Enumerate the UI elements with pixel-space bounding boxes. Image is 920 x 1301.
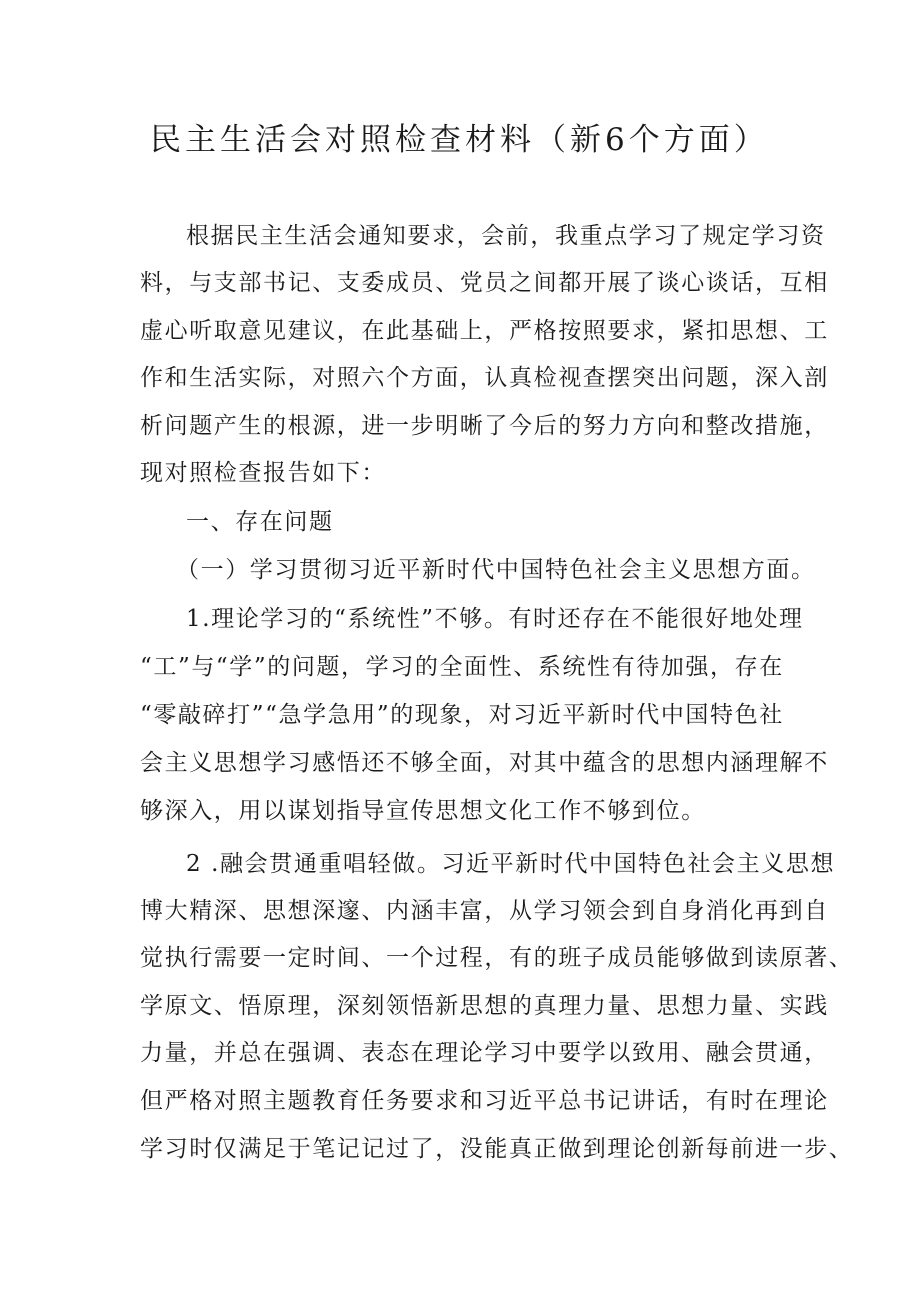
paragraph-line: “零敲碎打”“急学急用”的现象，对习近平新时代中国特色社 [140, 702, 784, 728]
paragraph-line: 料，与支部书记、支委成员、党员之间都开展了谈心谈话，互相 [140, 270, 829, 296]
paragraph-line: 博大精深、思想深邃、内涵丰富，从学习领会到自身消化再到自 [140, 898, 829, 924]
paragraph-line: 根据民主生活会通知要求，会前，我重点学习了规定学习资 [186, 223, 826, 249]
paragraph-line: 1.理论学习的“系统性”不够。有时还存在不能很好地处理 [186, 606, 804, 632]
paragraph-line: 力量，并总在强调、表态在理论学习中要学以致用、融会贯通， [140, 1040, 829, 1066]
document-title: 民主生活会对照检查材料（新6个方面） [150, 122, 769, 158]
section-heading: 一、存在问题 [186, 509, 334, 535]
subsection-heading: （一）学习贯彻习近平新时代中国特色社会主义思想方面。 [176, 557, 816, 583]
paragraph-line: 够深入，用以谋划指导宣传思想文化工作不够到位。 [140, 798, 706, 824]
paragraph-line: 觉执行需要一定时间、一个过程，有的班子成员能够做到读原著、 [140, 945, 854, 971]
paragraph-line: 作和生活实际，对照六个方面，认真检视查摆突出问题，深入剖 [140, 365, 829, 391]
paragraph-line: 2 .融会贯通重唱轻做。习近平新时代中国特色社会主义思想 [186, 851, 836, 877]
paragraph-line: 学习时仅满足于笔记记过了，没能真正做到理论创新每前进一步、 [140, 1136, 854, 1162]
paragraph-line: 学原文、悟原理，深刻领悟新思想的真理力量、思想力量、实践 [140, 993, 829, 1019]
paragraph-line: “工”与“学”的问题，学习的全面性、系统性有待加强，存在 [140, 654, 784, 680]
paragraph-line: 会主义思想学习感悟还不够全面，对其中蕴含的思想内涵理解不 [140, 750, 829, 776]
paragraph-line: 虚心听取意见建议，在此基础上，严格按照要求，紧扣思想、工 [140, 318, 829, 344]
paragraph-line: 析问题产生的根源，进一步明晰了今后的努力方向和整改措施， [140, 413, 829, 439]
paragraph-line: 现对照检查报告如下： [140, 460, 386, 486]
paragraph-line: 但严格对照主题教育任务要求和习近平总书记讲话，有时在理论 [140, 1088, 829, 1114]
